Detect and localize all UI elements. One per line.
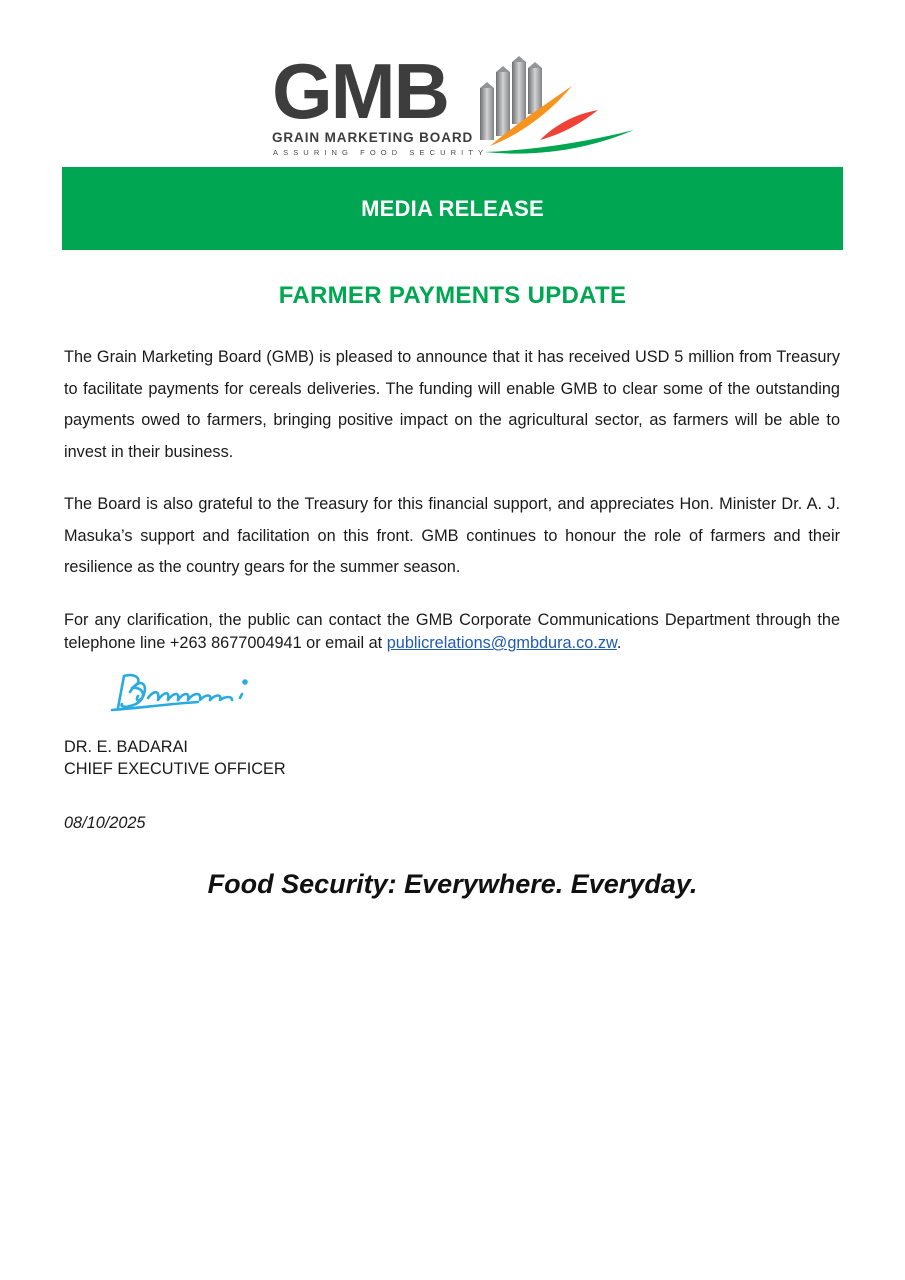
- contact-text: For any clarification, the public can contact the GMB Corporate Communications Department through the telephone line +263 8677004941 or email at: [64, 611, 840, 652]
- slogan: Food Security: Everywhere. Everyday.: [207, 869, 698, 899]
- signatory-name: DR. E. BADARAI: [64, 738, 188, 756]
- release-date: 08/10/2025: [64, 814, 146, 832]
- body-paragraph-3: [64, 609, 840, 655]
- signature-image: [108, 668, 268, 718]
- body-paragraph-1: The Grain Marketing Board (GMB) is pleased to announce that it has received USD 5 million from Treasury to facilitate payments for cereals deliveries. The funding will enable GMB to clear some of the outstanding payments owed to farmers, bringing positive impact on the agricultural sector, as farmers will be able to invest in their business.: [64, 348, 840, 461]
- signatory-block: [64, 736, 286, 780]
- signatory-title: CHIEF EXECUTIVE OFFICER: [64, 760, 286, 778]
- logo-tagline: ASSURING FOOD SECURITY: [273, 148, 489, 157]
- media-release-banner: [62, 167, 843, 250]
- silo-swoosh-icon: [476, 54, 636, 158]
- email-link[interactable]: publicrelations@gmbdura.co.zw: [386, 634, 617, 652]
- logo-abbreviation: GMB: [272, 47, 448, 135]
- body-paragraph-2: The Board is also grateful to the Treasury for this financial support, and appreciates Hon. Minister Dr. A. J. Masuka’s support and facilitation on this front. GMB continues to honour the role of farmers and their resilience as the country gears for the summer season.: [64, 495, 840, 576]
- page-title: FARMER PAYMENTS UPDATE: [278, 282, 627, 309]
- contact-text-end: .: [616, 634, 622, 652]
- banner-title: MEDIA RELEASE: [361, 195, 544, 221]
- gmb-logo: [270, 47, 640, 162]
- logo-organization-name: GRAIN MARKETING BOARD: [272, 130, 474, 145]
